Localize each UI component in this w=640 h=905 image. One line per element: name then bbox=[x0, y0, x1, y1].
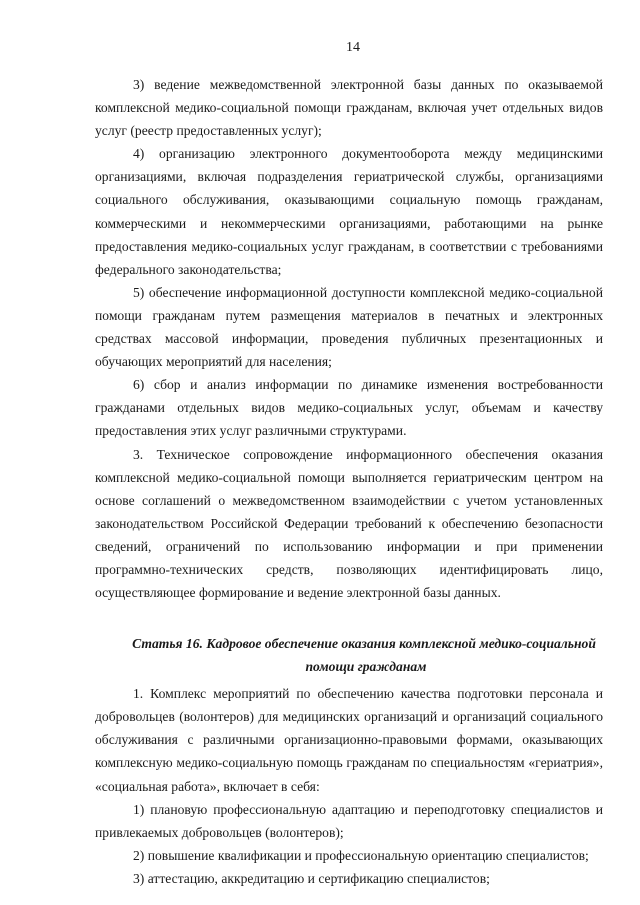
paragraph-item-5-accessibility: 5) обеспечение информационной доступности комплексной медико-социальной помощи гражданам путем размещения материалов в печатных и электронных средствах массовой информации, проведения публичных презентационных и обучающих мероприятий для населения; bbox=[95, 284, 603, 370]
paragraph-item-2-qualification: 2) повышение квалификации и профессиональную ориентацию специалистов; bbox=[133, 847, 589, 863]
paragraph-item-4-document-flow: 4) организацию электронного документооборота между медицинскими организациями, включая подразделения гериатрической службы, организациями социального обслуживания, оказывающими социальную помощь гражданам, коммерческими и некоммерческими организациями, работающими на рынке предоставления медико-социальных услуг гражданам, в соответствии с требованиями федерального законодательства; bbox=[95, 146, 603, 277]
paragraph-clause-3-technical-support: 3. Техническое сопровождение информационного обеспечения оказания комплексной медико-социальной помощи выполняется гериатрическим центром на основе соглашений о межведомственном взаимодействии с учетом установленных законодательством Российской Федерации требований к обеспечению безопасности сведений, ограничений по использованию информации и при применении программно-технических средств, позволяющих идентифицировать лицо, осуществляющее формирование и ведение электронной базы данных. bbox=[95, 446, 603, 601]
document-page bbox=[95, 40, 603, 890]
page-number: 14 bbox=[346, 40, 360, 55]
article-heading-line-1: Статья 16. Кадровое обеспечение оказания комплексной медико-социальной bbox=[132, 636, 596, 652]
paragraph-clause-1-staff-training: 1. Комплекс мероприятий по обеспечению качества подготовки персонала и добровольцев (волонтеров) для медицинских организаций и организаций социального обслуживания с различными организационно-правовыми формами, оказывающих комплексную медико-социальную помощь гражданам по специальностям «гериатрия», «социальная работа», включает в себя: bbox=[95, 686, 603, 794]
paragraph-item-3-database: 3) ведение межведомственной электронной базы данных по оказываемой комплексной медико-социальной помощи гражданам, включая учет отдельных видов услуг (реестр предоставленных услуг); bbox=[95, 77, 603, 139]
paragraph-item-6-analysis: 6) сбор и анализ информации по динамике изменения востребованности гражданами отдельных видов медико-социальных услуг, объемам и качеству предоставления этих услуг различными структурами. bbox=[95, 377, 603, 439]
article-heading-line-2: помощи гражданам bbox=[305, 659, 427, 675]
article-16-heading bbox=[95, 632, 603, 678]
paragraph-item-1-adaptation: 1) плановую профессиональную адаптацию и переподготовку специалистов и привлекаемых добровольцев (волонтеров); bbox=[95, 801, 603, 840]
paragraph-item-3-attestation: 3) аттестацию, аккредитацию и сертификацию специалистов; bbox=[133, 870, 490, 886]
